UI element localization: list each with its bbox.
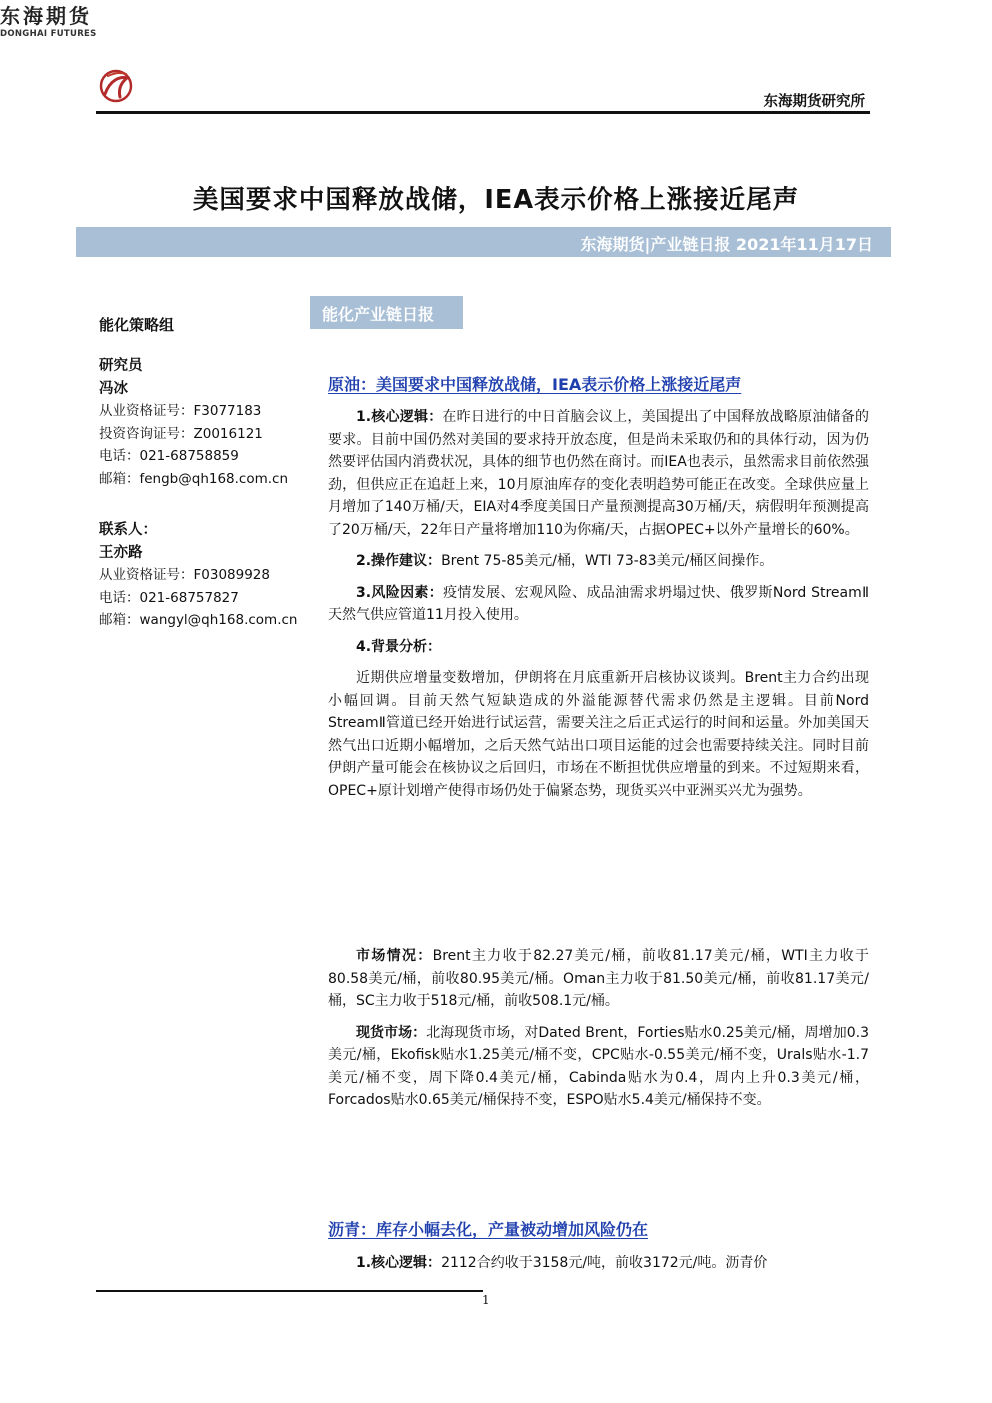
asphalt-core-logic [328,1252,869,1275]
crude-op-text: Brent 75-85美元/桶，WTI 73-83美元/桶区间操作。 [441,553,774,569]
team-name: 能化策略组 [99,316,175,334]
crude-risk [328,582,869,627]
report-title: 美国要求中国释放战储，IEA表示价格上涨接近尾声 [192,185,800,215]
contact-license: 从业资格证号：F03089928 [99,567,270,583]
footer-divider [96,1290,483,1292]
crude-market-text [328,945,869,1121]
crude-core-label: 1.核心逻辑： [356,409,443,425]
institute-name: 东海期货研究所 [763,94,865,110]
crude-operation [328,550,869,573]
asphalt-core-text: 2112合约收于3158元/吨，前收3172元/吨。沥青价 [441,1255,768,1271]
researcher-label: 研究员 [99,358,143,374]
date-banner-text: 东海期货|产业链日报 2021年11月17日 [580,235,873,254]
crude-spot-label: 现货市场： [356,1024,427,1041]
crude-main-text [328,406,869,811]
contact-email: 邮箱：wangyl@qh168.com.cn [99,612,298,628]
page-number: 1 [482,1293,490,1307]
header-divider [96,111,870,114]
researcher-info [99,355,309,490]
logo-mark-icon [96,64,136,108]
crude-risk-label: 3.风险因素： [356,584,444,601]
researcher-consult-license: 投资咨询证号：Z0016121 [99,425,263,442]
contact-phone: 电话：021-68757827 [99,589,239,606]
contact-name: 王亦路 [99,544,143,561]
crude-market-text: Brent主力收于82.27美元/桶，前收81.17美元/桶，WTI主力收于80.58美元/桶，前收80.95美元/桶。Oman主力收于81.50美元/桶，前收81.17美元/桶，SC主力收于518元/桶，前收508.1元/桶。 [328,948,870,1009]
crude-background-heading [328,636,869,659]
crude-market-label: 市场情况： [356,948,433,964]
company-logo [96,64,236,108]
crude-bg-label: 4.背景分析： [356,638,442,655]
crude-risk-text: 疫情发展、宏观风险、成品油需求坍塌过快、俄罗斯Nord StreamⅡ天然气供应管道11月投入使用。 [328,584,869,623]
crude-section-heading[interactable]: 原油：美国要求中国释放战储，IEA表示价格上涨接近尾声 [328,375,742,394]
asphalt-core-label: 1.核心逻辑： [356,1255,442,1271]
logo-text-en: DONGHAI FUTURES [0,29,97,39]
asphalt-section-heading[interactable]: 沥青：库存小幅去化，产量被动增加风险仍在 [328,1220,649,1239]
logo-text-cn: 东海期货 [0,4,92,28]
crude-core-text: 在昨日进行的中日首脑会议上，美国提出了中国释放战略原油储备的要求。目前中国仍然对美国的要求持开放态度，但是尚未采取仍和的具体行动，因为仍然要评估国内消费状况，具体的细节也仍然在商讨。而IEA也表示，虽然需求目前依然强劲，但供应正在追赶上来，10月原油库存的变化表明趋势可能正在改变。全球供应量上月增加了140万桶/天，EIA对4季度美国日产量预测提高30万桶/天，病假明年预测提高了20万桶/天，22年日产量将增加110为你痛/天，占据OPEC+以外产量增长的60%。 [328,409,869,538]
crude-spot-text: 北海现货市场，对Dated Brent，Forties贴水0.25美元/桶，周增加0.3美元/桶，Ekofisk贴水1.25美元/桶不变，CPC贴水-0.55美元/桶不变，Urals贴水-1.7美元/桶不变，周下降0.4美元/桶，Cabinda贴水为0.4，周内上升0.3美元/桶，Forcados贴水0.65美元/桶保持不变，ESPO贴水5.4美元/桶保持不变。 [328,1024,870,1108]
researcher-name: 冯冰 [99,380,128,397]
researcher-license: 从业资格证号：F3077183 [99,403,262,419]
crude-background-text: 近期供应增量变数增加，伊朗将在月底重新开启核协议谈判。Brent主力合约出现小幅回调。目前天然气短缺造成的外溢能源替代需求仍然是主逻辑。目前Nord StreamⅡ管道已经开始进行试运营，需要关注之后正式运行的时间和运量。外加美国天然气出口近期小幅增加，之后天然气站出口项目运能的过会也需要持续关注。同时目前伊朗产量可能会在核协议之后回归，市场在不断担忧供应增量的到来。不过短期来看，OPEC+原计划增产使得市场仍处于偏紧态势，现货买兴中亚洲买兴尤为强势。 [328,670,869,799]
crude-market [328,945,869,1013]
crude-core-logic [328,406,869,541]
asphalt-main-text [328,1252,869,1284]
contact-label: 联系人： [99,522,157,538]
contact-info [99,519,309,632]
crude-spot [328,1022,869,1112]
section-tag [310,296,463,329]
crude-op-label: 2.操作建议： [356,553,442,569]
researcher-email: 邮箱：fengb@qh168.com.cn [99,470,289,487]
section-tag-text: 能化产业链日报 [322,305,435,324]
date-banner [76,227,891,257]
researcher-phone: 电话：021-68758859 [99,448,239,464]
